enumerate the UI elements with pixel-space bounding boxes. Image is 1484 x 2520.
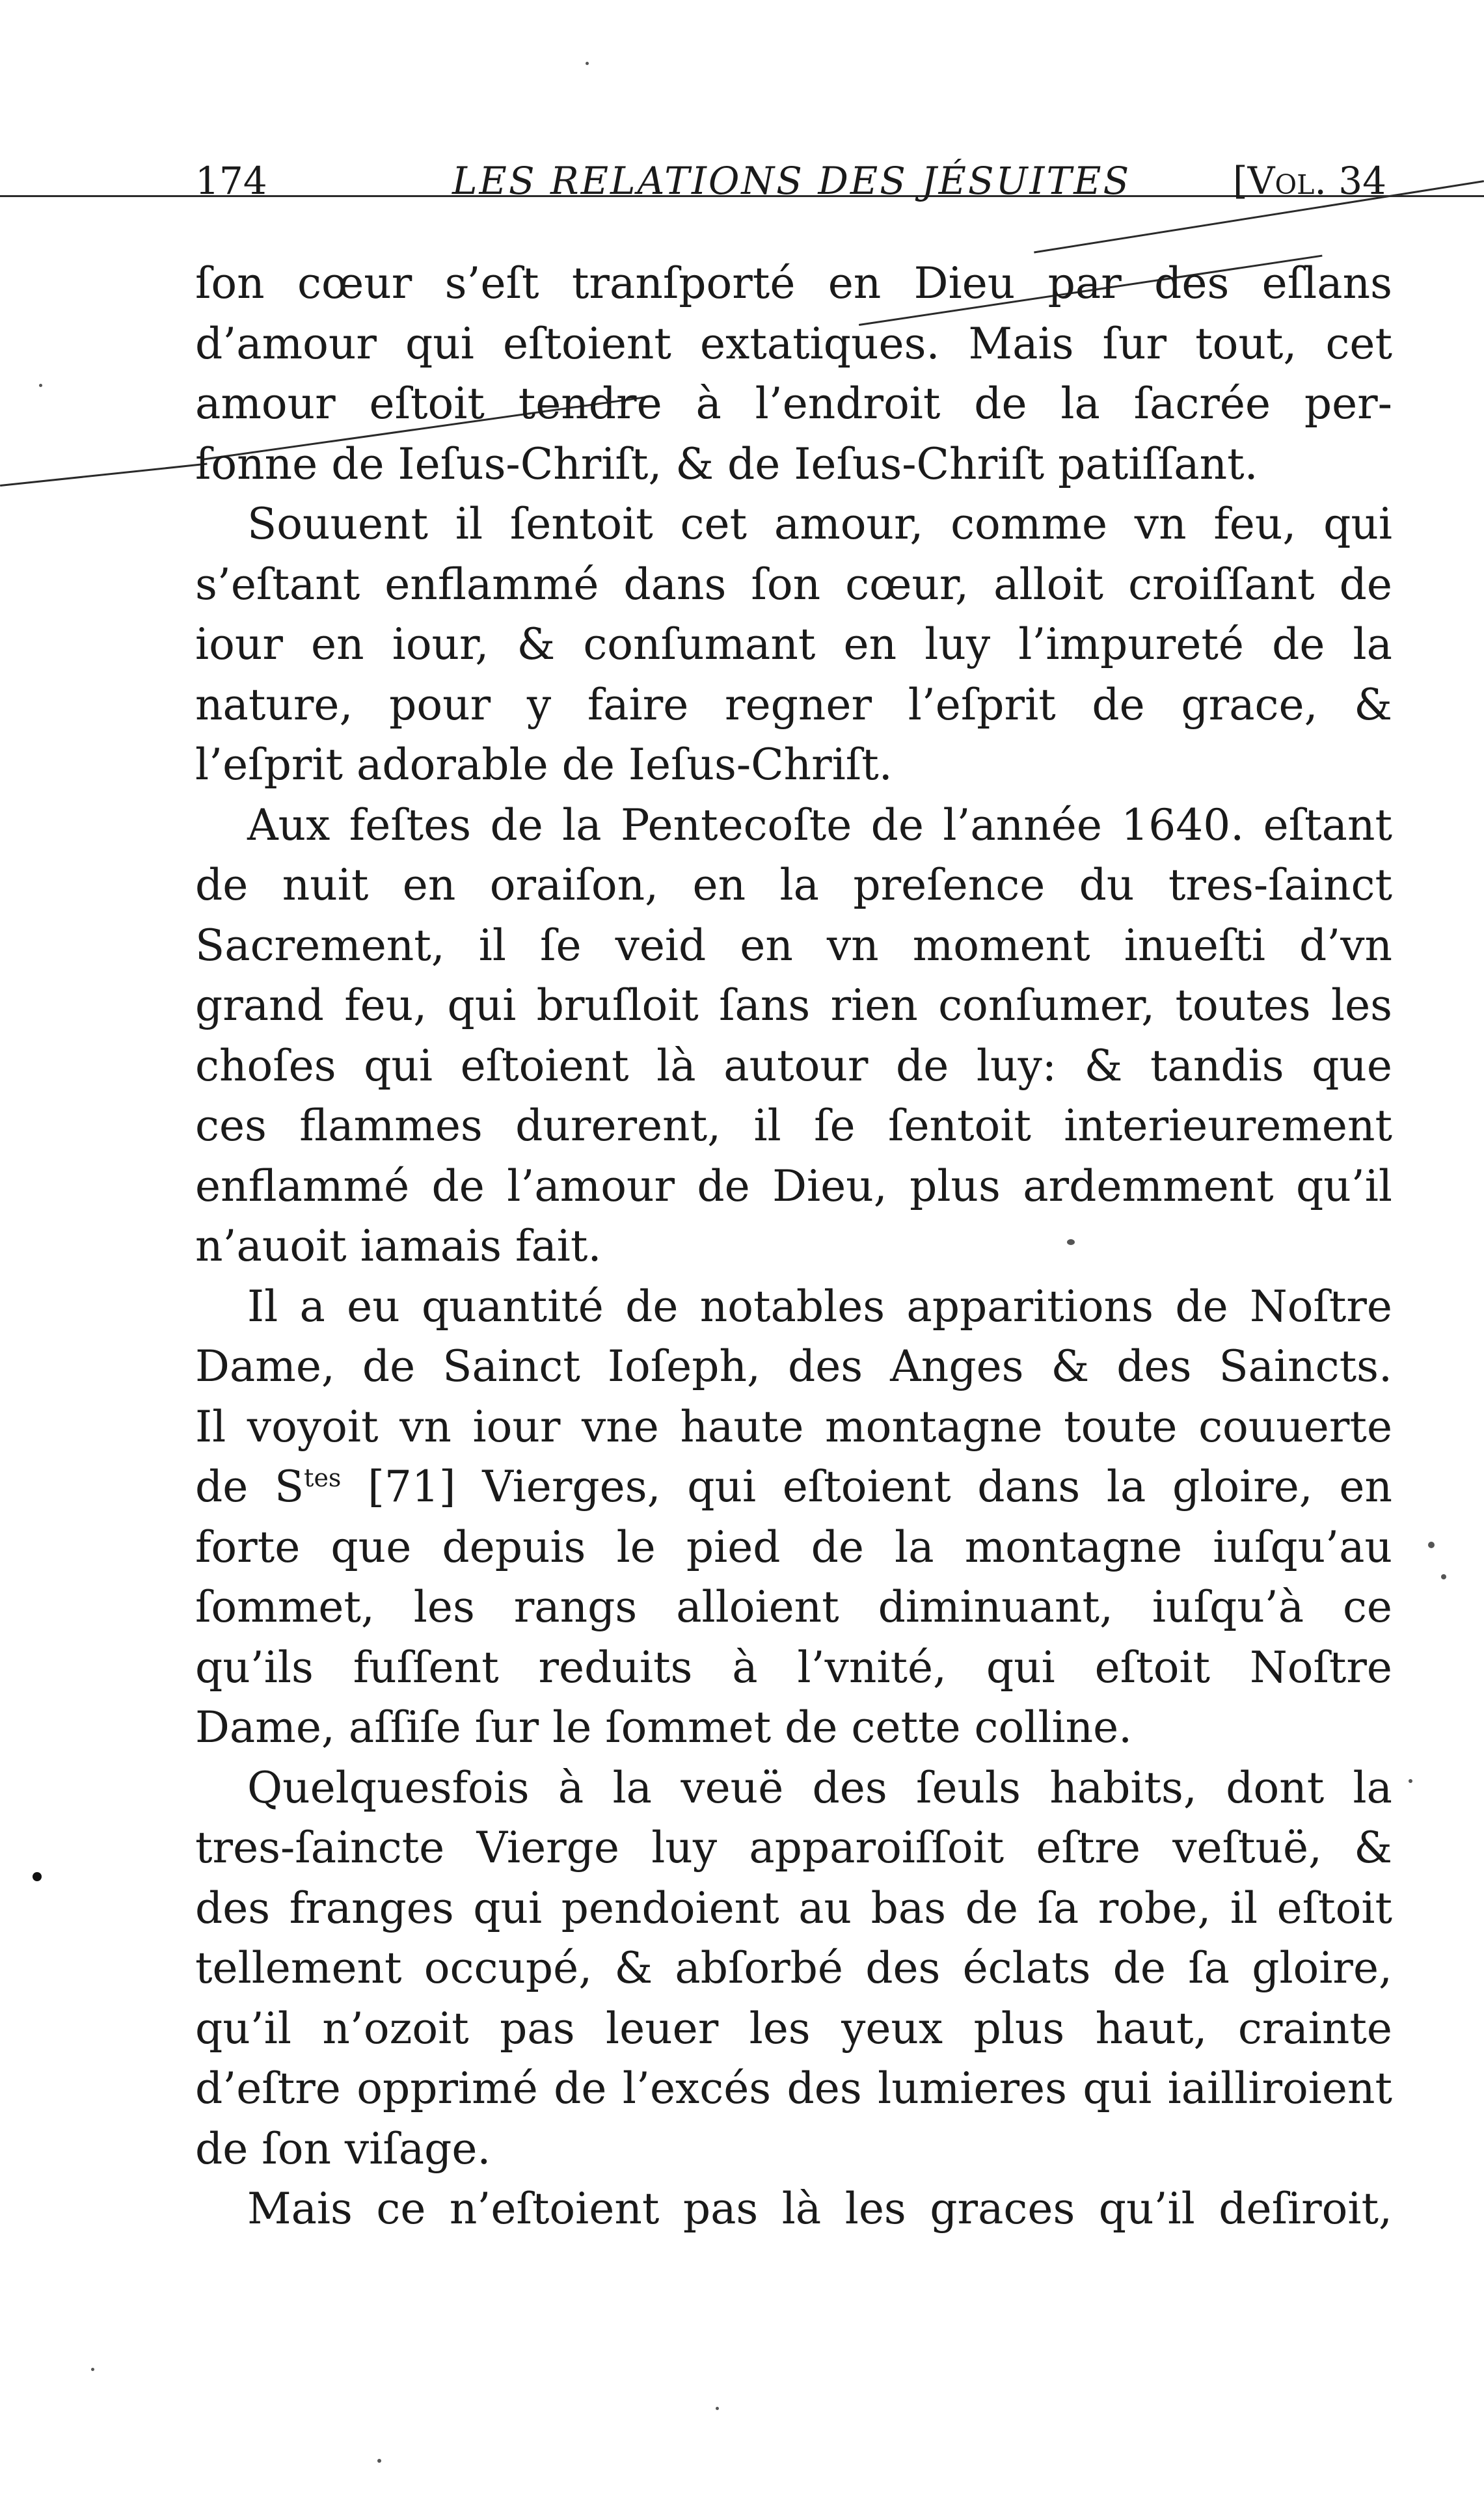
text-line-content: ſonne de Ieſus-Chriſt, & de Ieſus-Chriſt patiſſant. — [195, 438, 1258, 489]
text-line — [195, 1818, 1392, 1879]
text-line — [195, 1096, 1392, 1157]
text-line-content: Dame, aſſiſe ſur le ſommet de cette colline. — [195, 1702, 1133, 1752]
text-line — [195, 1638, 1392, 1698]
page-header — [195, 155, 1405, 207]
text-line — [195, 1999, 1392, 2059]
text-line-content: amour eſtoit tendre à l’endroit de la ſacrée per- — [195, 379, 1392, 429]
text-line — [195, 1457, 1392, 1518]
scan-artifact-line — [0, 463, 208, 487]
page-number: 174 — [195, 159, 267, 203]
text-line — [195, 916, 1392, 976]
text-line — [195, 735, 1392, 796]
text-line-content: d’amour qui eſtoient extatiques. Mais ſur tout, cet — [195, 318, 1392, 369]
text-line — [195, 2119, 1392, 2180]
text-line-content: qu’il n’ozoit pas leuer les yeux plus haut, crainte — [195, 2003, 1392, 2054]
text-line — [195, 1879, 1392, 1939]
text-line-content: iour en iour, & conſumant en luy l’impureté de la — [195, 619, 1392, 669]
text-line — [195, 494, 1392, 555]
text-line-content: Dame, de Sainct Ioſeph, des Anges & des Saincts. — [195, 1341, 1392, 1391]
scan-speck — [1409, 1779, 1412, 1783]
text-line — [195, 254, 1392, 314]
running-title: LES RELATIONS DES JÉSUITES — [452, 159, 1131, 203]
text-line-content: grand feu, qui bruſloit ſans rien conſumer, toutes les — [195, 980, 1392, 1030]
text-line-content: des franges qui pendoient au bas de ſa robe, il eſtoit — [195, 1883, 1392, 1933]
text-line — [195, 314, 1392, 375]
text-line-content: enflammé de l’amour de Dieu, plus ardemment qu’il — [195, 1160, 1392, 1211]
text-line-content: tellement occupé, & abſorbé des éclats de ſa gloire, — [195, 1943, 1392, 1993]
scan-speck — [1441, 1574, 1446, 1579]
volume-label: [Vol. 34 — [1233, 159, 1387, 203]
text-line — [195, 1698, 1392, 1758]
text-line — [195, 435, 1392, 495]
text-line-content: d’eſtre opprimé de l’excés des lumieres qui iailliroient — [195, 2063, 1392, 2113]
text-line-content: nature, pour y faire regner l’eſprit de grace, & — [195, 679, 1392, 730]
text-line-content: tres-ſaincte Vierge luy apparoiſſoit eſtre veſtuë, & — [195, 1823, 1392, 1873]
text-line-content: qu’ils fuſſent reduits à l’vnité, qui eſtoit Noſtre — [195, 1642, 1392, 1693]
text-line — [195, 675, 1392, 736]
text-line-content: s’eſtant enflammé dans ſon cœur, alloit croiſſant de — [195, 559, 1392, 610]
scan-speck — [39, 384, 42, 387]
text-line — [195, 2059, 1392, 2119]
scan-speck — [1067, 1239, 1075, 1245]
text-line — [195, 1758, 1392, 1819]
text-line-content: de ſon viſage. — [195, 2123, 491, 2174]
scan-speck — [716, 2407, 719, 2410]
text-line — [195, 2179, 1392, 2240]
text-line — [195, 374, 1392, 435]
text-line — [195, 555, 1392, 615]
scan-speck — [91, 2368, 94, 2371]
text-line — [195, 1277, 1392, 1337]
text-line-content: de nuit en oraiſon, en la preſence du tres-ſainct — [195, 860, 1392, 910]
text-line — [195, 1337, 1392, 1397]
body-text — [195, 254, 1392, 2240]
text-line-content: n’auoit iamais fait. — [195, 1221, 602, 1271]
text-line-content: forte que depuis le pied de la montagne iuſqu’au — [195, 1521, 1392, 1572]
text-line-content: Souuent il ſentoit cet amour, comme vn feu, qui — [247, 499, 1392, 549]
text-line — [195, 1938, 1392, 1999]
text-line-content: de S — [195, 1462, 304, 1512]
text-line-content: Quelquesfois à la veuë des ſeuls habits, dont la — [247, 1762, 1392, 1813]
text-line-content: choſes qui eſtoient là autour de luy: & tandis que — [195, 1040, 1392, 1091]
text-line — [195, 1036, 1392, 1097]
scan-speck — [1428, 1542, 1435, 1548]
text-line — [195, 855, 1392, 916]
text-line-content: ſommet, les rangs alloient diminuant, iuſqu’à ce — [195, 1582, 1392, 1632]
text-line — [195, 615, 1392, 675]
text-line-content: l’eſprit adorable de Ieſus-Chriſt. — [195, 740, 893, 790]
scan-speck — [586, 62, 589, 65]
text-line — [195, 1518, 1392, 1578]
text-line-content: Sacrement, il ſe veid en vn moment inueſti d’vn — [195, 920, 1392, 971]
text-line-content: Aux feſtes de la Pentecoſte de l’année 1640. eſtant — [247, 799, 1392, 850]
ink-dot — [33, 1872, 42, 1881]
text-line-content: ſon cœur s’eſt tranſporté en Dieu par des eſlans — [195, 258, 1392, 308]
text-line — [195, 796, 1392, 856]
text-line — [195, 976, 1392, 1036]
text-line-content: Mais ce n’eſtoient pas là les graces qu’il deſiroit, — [247, 2184, 1392, 2234]
text-line-content: Il voyoit vn iour vne haute montagne toute couuerte — [195, 1401, 1392, 1452]
text-line-continuation: [71] Vierges, qui eſtoient dans la gloire, en — [341, 1462, 1392, 1512]
superscript: tes — [304, 1464, 342, 1492]
scan-speck — [377, 2459, 381, 2463]
text-line — [195, 1157, 1392, 1217]
text-line — [195, 1577, 1392, 1638]
text-line-content: ces flammes durerent, il ſe ſentoit interieurement — [195, 1101, 1392, 1151]
text-line — [195, 1216, 1392, 1277]
text-line — [195, 1397, 1392, 1458]
text-line-content: Il a eu quantité de notables apparitions de Noſtre — [247, 1281, 1392, 1332]
